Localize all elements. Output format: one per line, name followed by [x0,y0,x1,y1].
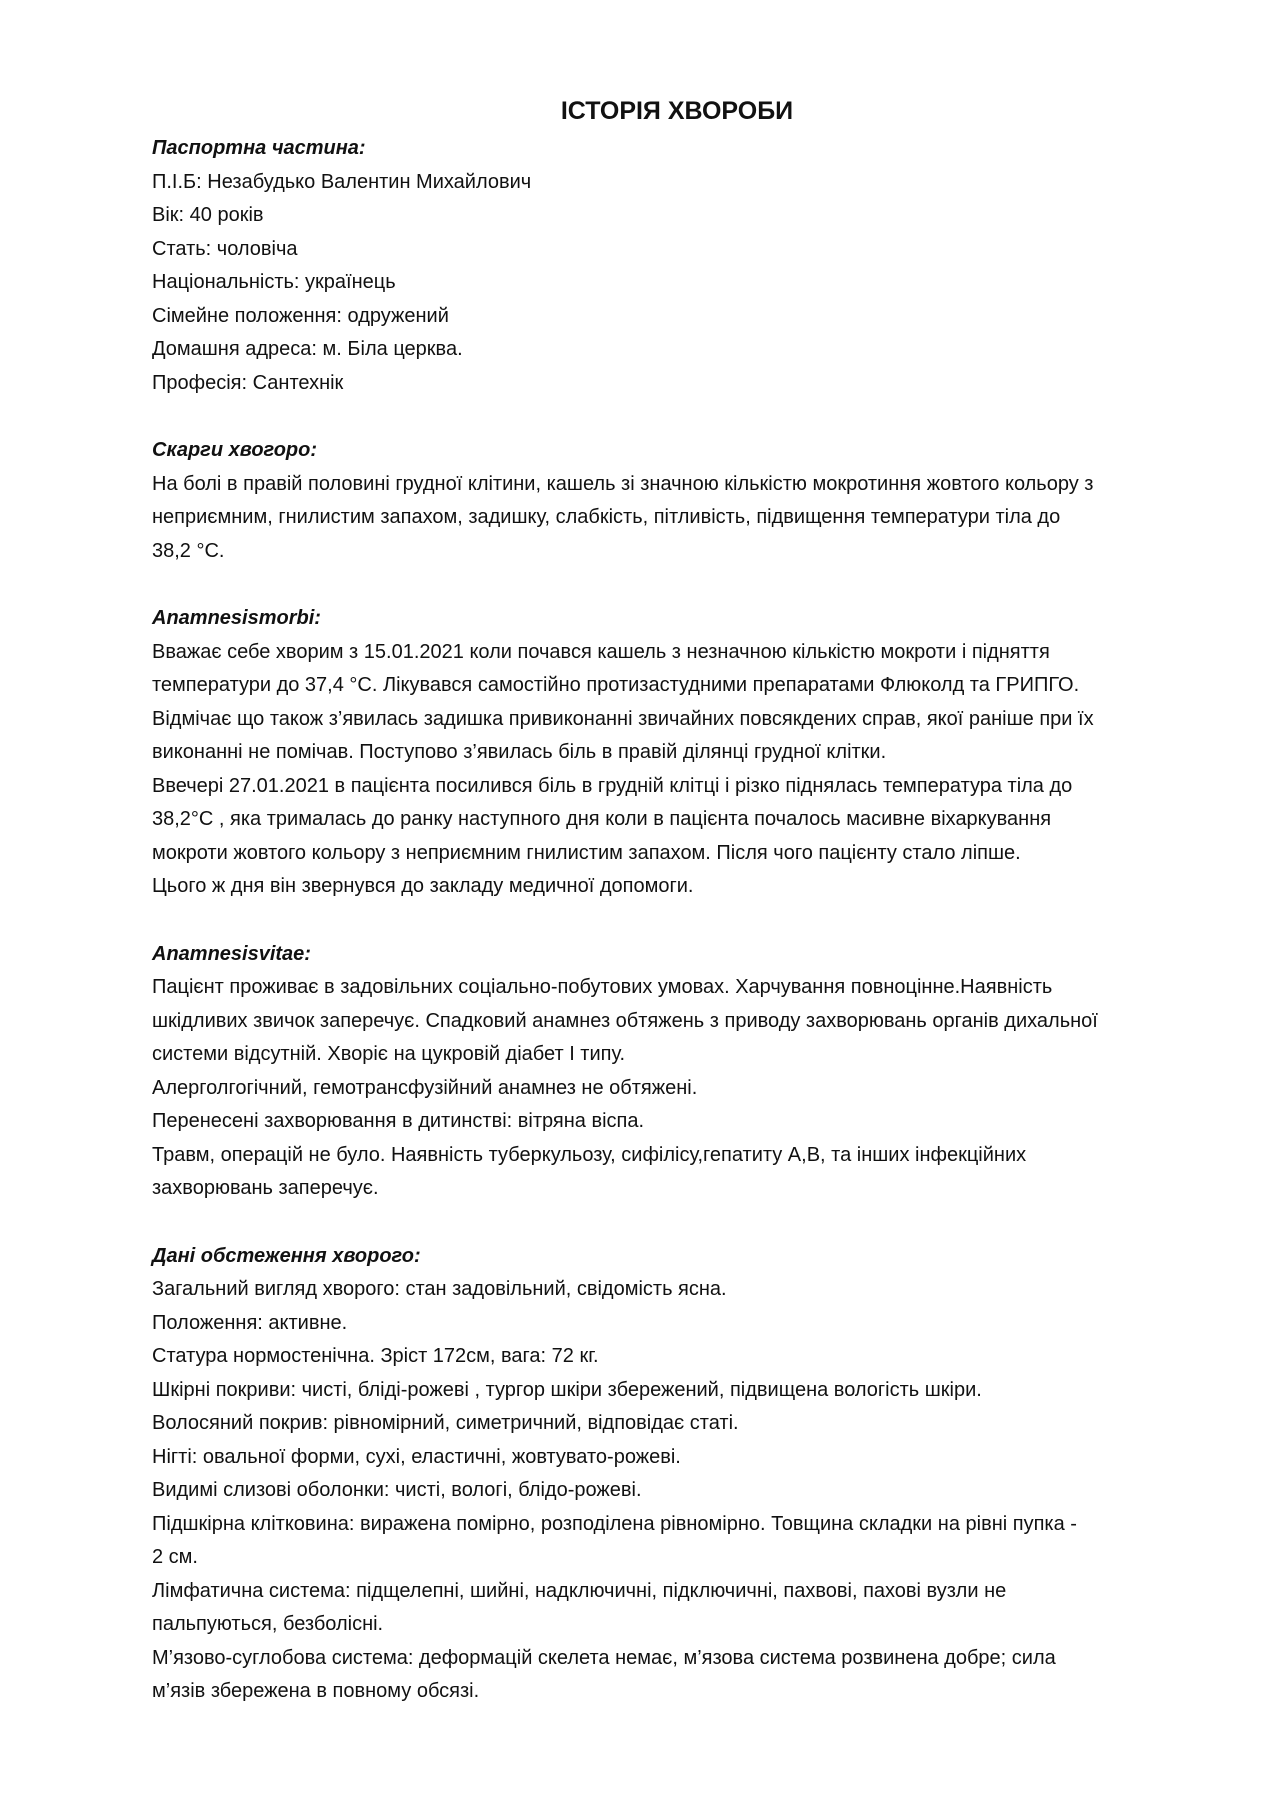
anamnesis-vitae-section [152,938,1192,1206]
text-line: виконанні не помічав. Поступово з’явилась біль в правій ділянці грудної клітки. [152,741,887,763]
text-line: Вважає себе хворим з 15.01.2021 коли почався кашель з незначною кількістю мокроти і підняття [152,640,1050,663]
field-label: Сімейне положення : [152,305,348,327]
text-line: температури до 37,4 °C. Лікувався самостійно протизастудними препаратами Флюколд та ГРИПГО. [152,674,1080,696]
text-line: Алерголгогічний, гемотрансфузійний анамнез не обтяжені. [152,1076,698,1099]
field-label: Стать : [152,238,217,260]
document-title: ІСТОРІЯ ХВОРОБИ [560,97,794,125]
text-line: Цього ж дня він звернувся до закладу медичної допомоги. [152,875,694,897]
text-line: 2 см. [152,1546,198,1568]
text-line: Ввечері 27.01.2021 в пацієнта посилився біль в грудній клітці і різко піднялась температура тіла до [152,774,1073,797]
complaints-section [152,434,1192,568]
examination-section [152,1240,1192,1709]
field-label: Професія : [152,372,253,394]
text-line: Положення: активне. [152,1311,348,1334]
text-line: Загальний вигляд хворого: стан задовільний, свідомість ясна. [152,1278,727,1300]
text-line: Пацієнт проживає в задовільних соціально-побутових умовах. Харчування повноцінне.Наявність [152,976,1053,998]
field-value: Незабудько Валентин Михайлович [207,170,532,193]
text-line: неприємним, гнилистим запахом, задишку, слабкість, пітливість, підвищення температури тіла до [152,506,1061,528]
text-line: На болі в правій половині грудної клітини, кашель зі значною кількістю мокротиння жовтого кольору з [152,472,1094,495]
text-line: мокроти жовтого кольору з неприємним гнилистим запахом. Після чого пацієнту стало ліпше. [152,841,1021,864]
text-line: м’язів збережена в повному обсязі. [152,1680,480,1702]
complaints-heading: Скарги хвогоро: [152,439,318,461]
text-line: пальпуються, безболісні. [152,1613,384,1635]
examination-heading: Дані обстеження хворого: [152,1244,421,1267]
text-line: захворювань заперечує. [152,1177,379,1199]
field-value: українець [305,271,396,293]
passport-field-address [152,333,1192,367]
text-line: 38,2 °C. [152,539,225,562]
text-line: М’язово-суглобова система: деформацій скелета немає, м’язова система розвинена добре; сила [152,1646,1056,1669]
passport-field-nationality [152,266,1192,300]
text-line: Травм, операцій не було. Наявність туберкульозу, сифілісу,гепатиту А,В, та інших інфекційних [152,1143,1027,1166]
text-line: Волосяний покрив: рівномірний, симетричний, відповідає статі. [152,1412,739,1434]
field-label: Домашня адреса : [152,338,323,360]
text-line: Нігті: овальної форми, сухі, еластичні, жовтувато-рожеві. [152,1445,681,1468]
field-value: Сантехнік [252,371,344,394]
text-line: Статура нормостенічна. Зріст 172см, вага: 72 кг. [152,1345,599,1367]
anamnesis-vitae-heading: Anamnesisvitae: [152,942,311,965]
text-line: шкідливих звичок заперечує. Спадковий анамнез обтяжень з приводу захворювань органів дихальної [152,1009,1098,1032]
text-line: Відмічає що також з’явилась задишка привиконанні звичайних повсякдених справ, якої раніше при їх [152,707,1094,730]
passport-field-age [152,199,1192,233]
passport-field-sex [152,233,1192,267]
passport-field-profession [152,367,1192,401]
field-label: П.І.Б : [152,171,207,193]
field-label: Національність : [152,271,305,293]
text-line: Лімфатична система: підщелепні, шийні, надключичні, підключичні, пахвові, пахові вузли не [152,1579,1007,1602]
text-line: Видимі слизові оболонки: чисті, вологі, блідо-рожеві. [152,1479,642,1501]
anamnesis-morbi-section [152,602,1192,904]
passport-heading: Паспортна частина: [152,137,366,159]
anamnesis-morbi-heading: Anamnesismorbi: [152,607,321,629]
passport-section [152,132,1192,400]
field-value: м. Біла церква. [322,338,463,360]
passport-field-name [152,166,1192,200]
text-line: Підшкірна клітковина: виражена помірно, розподілена рівномірно. Товщина складки на рівні пупка - [152,1512,1077,1535]
document-page [152,92,1192,1709]
field-label: Вік : [152,204,190,226]
passport-field-marital-status [152,300,1192,334]
text-line: Шкірні покриви: чисті, бліді-рожеві , тургор шкіри збережений, підвищена вологість шкіри. [152,1378,982,1401]
field-value: 40 років [189,204,264,226]
text-line: 38,2°C , яка трималась до ранку наступного дня коли в пацієнта почалось масивне віхаркування [152,808,1052,830]
text-line: системи відсутній. Хворіє на цукровій діабет І типу. [152,1043,626,1065]
field-value: чоловіча [216,237,298,260]
text-line: Перенесені захворювання в дитинстві: вітряна віспа. [152,1110,645,1132]
field-value: одружений [347,304,449,327]
